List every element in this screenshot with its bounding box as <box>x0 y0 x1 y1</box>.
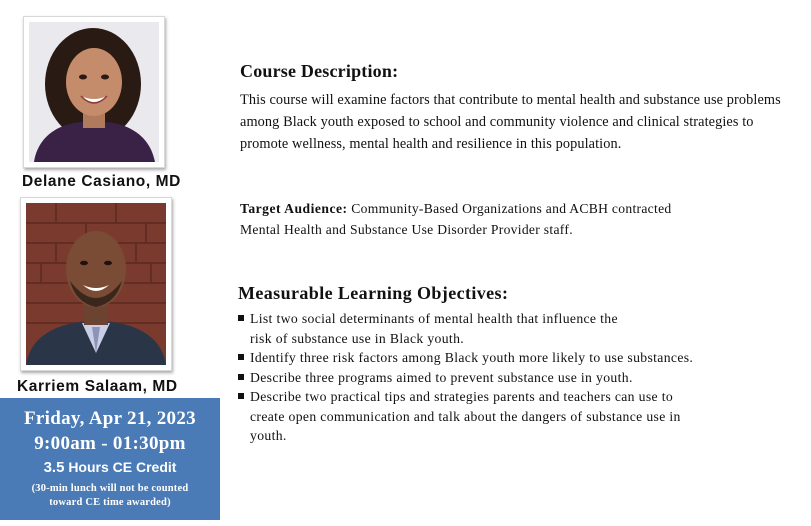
event-time: 9:00am - 01:30pm <box>34 433 186 454</box>
target-audience <box>240 198 805 240</box>
speaker-photo-delane-casiano <box>23 16 165 168</box>
speaker-name: Delane Casiano, MD <box>22 173 181 190</box>
learning-objectives-list <box>237 309 802 446</box>
target-audience-label: Target Audience: <box>240 201 348 216</box>
list-item: Identify three risk factors among Black youth more likely to use substances. <box>237 348 802 368</box>
event-info-box <box>0 398 220 520</box>
target-audience-line1: Community-Based Organizations and ACBH contracted <box>351 201 672 216</box>
list-item: Describe two practical tips and strategies parents and teachers can use to create open communication and talk about the dangers of substance use in youth. <box>237 387 802 446</box>
portrait-photo <box>26 203 166 365</box>
speaker-photo-karriem-salaam <box>20 197 172 371</box>
list-item: List two social determinants of mental health that influence the risk of substance use in Black youth. <box>237 309 802 348</box>
lunch-note-line2: toward CE time awarded) <box>49 497 171 508</box>
event-date: Friday, Apr 21, 2023 <box>24 408 196 429</box>
course-description-text: This course will examine factors that contribute to mental health and substance use problems among Black youth exposed to school and community violence and clinical strategies to promote wellness, mental health and resilience in this population. <box>240 92 781 152</box>
square-bullet-icon <box>238 315 244 321</box>
ce-credit <box>0 459 220 476</box>
list-item: Describe three programs aimed to prevent substance use in youth. <box>237 368 802 388</box>
portrait-photo <box>29 22 159 162</box>
ce-hours: 3.5 <box>43 459 65 476</box>
ce-label: Hours CE Credit <box>68 459 177 475</box>
square-bullet-icon <box>238 354 244 360</box>
learning-objectives-heading: Measurable Learning Objectives: <box>238 283 509 303</box>
speaker-name: Karriem Salaam, MD <box>17 378 178 395</box>
target-audience-line2: Mental Health and Substance Use Disorder Provider staff. <box>240 222 573 237</box>
course-description-heading: Course Description: <box>240 61 399 81</box>
lunch-note-line1: (30-min lunch will not be counted <box>31 483 189 494</box>
square-bullet-icon <box>238 374 244 380</box>
square-bullet-icon <box>238 393 244 399</box>
